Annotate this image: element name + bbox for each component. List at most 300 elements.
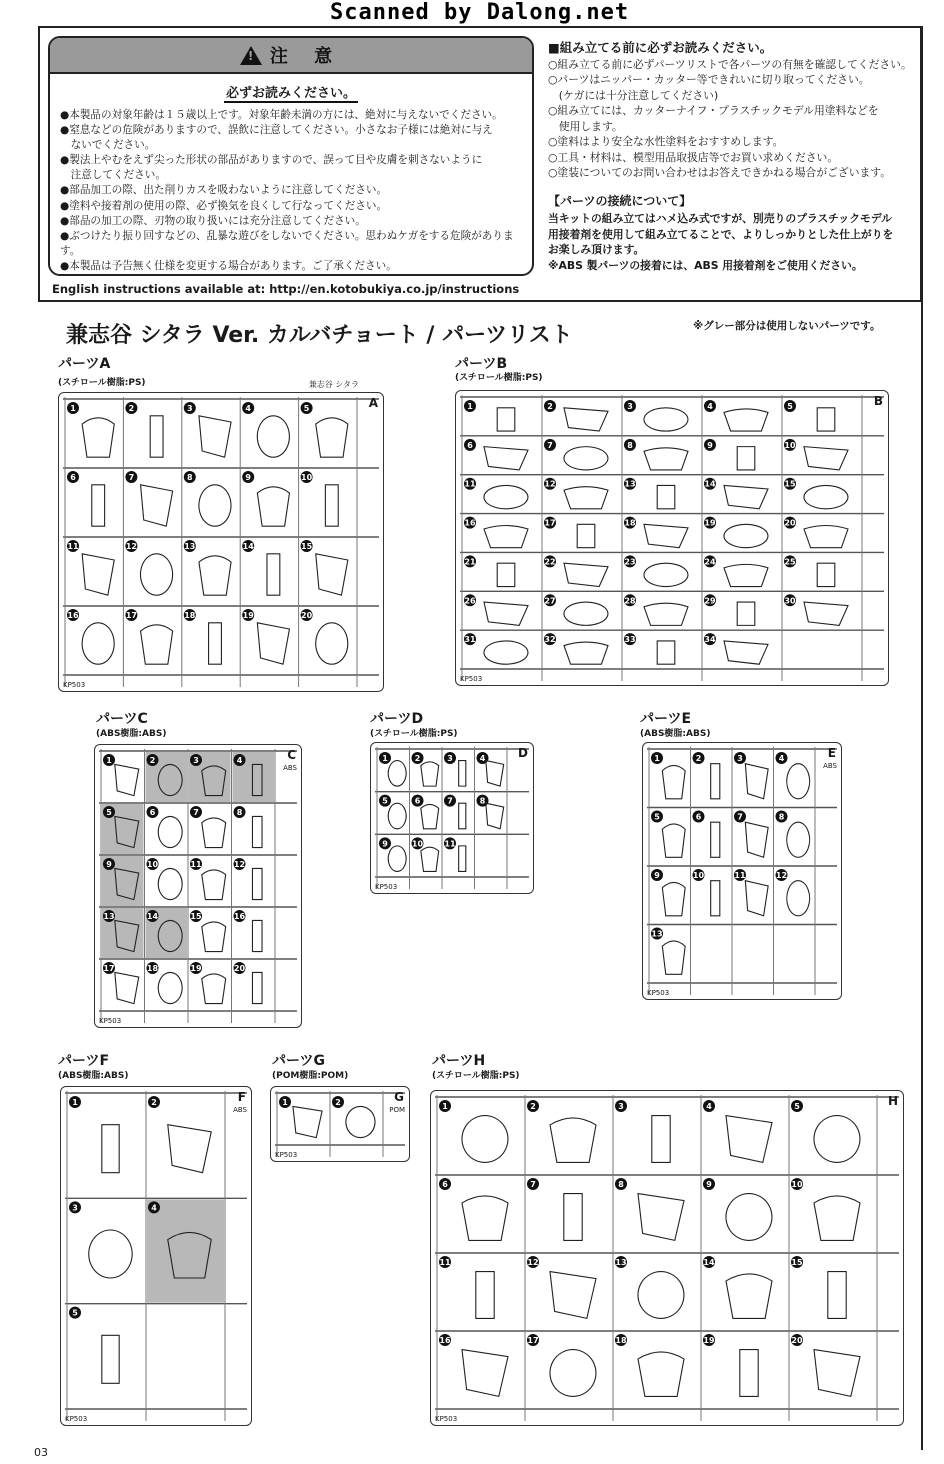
part-number: 20 <box>784 518 796 528</box>
part-shape <box>550 1350 596 1397</box>
part-number: 12 <box>544 479 556 489</box>
part-number: 14 <box>242 542 254 551</box>
part-number: 4 <box>778 754 785 763</box>
caution-item: ●本製品の対象年齢は１５歳以上です。対象年齢未満の方には、絶対に与えないでください。 <box>60 109 503 121</box>
part-shape <box>82 418 114 457</box>
runner-c-material: (ABS樹脂:ABS) <box>96 729 167 739</box>
part-number: 13 <box>651 929 663 939</box>
part-shape <box>462 1116 508 1163</box>
part-shape <box>102 1335 119 1383</box>
part-number: 14 <box>146 912 159 921</box>
part-number: 3 <box>618 1102 624 1111</box>
assembly-note: ○塗料はより安全な水性塗料をおすすめします。 <box>548 135 784 148</box>
runner-d-label: パーツD <box>370 711 424 727</box>
part-number: 8 <box>627 440 633 450</box>
assembly-note: ○塗装についてのお問い合わせはお答えできかねる場合がございます。 <box>548 166 892 179</box>
scan-credit: Scanned by Dalong.net <box>330 0 630 25</box>
part-shape <box>484 641 528 664</box>
runner-code: KP503 <box>99 1017 122 1025</box>
part-shape <box>257 623 289 664</box>
part-number: 18 <box>184 611 196 620</box>
part-shape <box>828 1272 846 1319</box>
part-shape <box>484 447 528 470</box>
caution-item: ●塗料や接着剤の使用の際、必ず換気を良くして行なってください。 <box>60 199 388 212</box>
part-shape <box>550 1118 596 1162</box>
part-number: 7 <box>193 808 199 817</box>
part-number: 31 <box>464 635 476 645</box>
part-shape <box>462 1196 508 1240</box>
part-shape <box>115 764 139 795</box>
part-number: 11 <box>439 1258 451 1267</box>
runner-a-material: (スチロール樹脂:PS) <box>58 378 146 388</box>
part-number: 6 <box>442 1180 448 1189</box>
part-shape <box>459 846 466 872</box>
part-number: 7 <box>447 796 453 806</box>
part-shape <box>745 881 768 916</box>
part-number: 13 <box>615 1258 627 1267</box>
part-number: 5 <box>72 1308 78 1318</box>
part-shape <box>252 972 262 1003</box>
part-shape <box>724 409 768 431</box>
part-shape <box>644 408 688 431</box>
runner-c-drawing <box>95 745 301 1027</box>
part-shape <box>814 1196 860 1240</box>
part-shape <box>82 623 114 664</box>
runner-letter: A <box>368 396 378 410</box>
part-shape <box>202 818 226 848</box>
part-shape <box>252 920 262 951</box>
runner-code: KP503 <box>435 1415 458 1423</box>
runner-h-label: パーツH <box>432 1053 486 1069</box>
part-shape <box>726 1116 772 1163</box>
part-shape <box>724 485 768 508</box>
part-number: 11 <box>464 479 476 489</box>
part-shape <box>711 881 720 916</box>
runner-h <box>430 1090 904 1426</box>
part-number: 3 <box>72 1203 78 1213</box>
part-shape <box>564 487 608 509</box>
part-shape <box>497 408 515 431</box>
part-number: 5 <box>654 812 660 822</box>
caution-title: 注 意 <box>269 46 343 67</box>
part-number: 21 <box>464 557 476 567</box>
part-number: 19 <box>242 611 254 620</box>
part-shape <box>388 761 406 787</box>
part-shape <box>484 526 528 548</box>
runner-h-material: (スチロール樹脂:PS) <box>432 1071 520 1081</box>
part-number: 7 <box>737 812 743 822</box>
part-number: 32 <box>544 635 556 645</box>
part-number: 10 <box>784 440 796 450</box>
part-number: 26 <box>464 596 476 606</box>
part-number: 2 <box>695 754 702 763</box>
caution-item: ●部品加工の際、出た削りカスを吸わないように注意してください。 <box>60 184 388 197</box>
caution-item: ●本製品は予告無く仕様を変更する場合があります。ご了承ください。 <box>60 259 397 272</box>
material-tag: POM <box>389 1106 405 1114</box>
runner-letter: C <box>287 748 296 762</box>
assembly-note: ○工具・材料は、模型用品取扱店等でお買い求めください。 <box>548 150 839 164</box>
runner-g-drawing <box>271 1087 409 1161</box>
runner-letter: B <box>873 394 883 408</box>
caution-subtitle: 必ずお読みください。 <box>225 86 356 101</box>
runner-d-material: (スチロール樹脂:PS) <box>370 729 458 739</box>
part-shape <box>115 972 139 1003</box>
part-shape <box>564 447 608 470</box>
part-number: 10 <box>411 839 424 849</box>
part-number: 17 <box>125 611 137 620</box>
page-border-right <box>921 26 923 1450</box>
part-shape <box>202 974 226 1004</box>
part-shape <box>462 1350 508 1397</box>
part-number: 11 <box>734 871 746 880</box>
part-shape <box>638 1194 684 1241</box>
part-number: 9 <box>706 1180 712 1189</box>
part-shape <box>476 1272 494 1319</box>
part-number: 7 <box>530 1180 536 1189</box>
part-shape <box>484 602 528 625</box>
runner-f-drawing <box>61 1087 251 1425</box>
part-shape <box>814 1116 860 1163</box>
runner-g <box>270 1086 410 1162</box>
part-number: 30 <box>784 596 796 606</box>
part-number: 24 <box>704 557 716 567</box>
part-shape <box>82 554 114 595</box>
part-number: 6 <box>70 473 76 482</box>
part-number: 3 <box>187 404 193 413</box>
part-shape <box>202 922 226 952</box>
part-number: 15 <box>301 542 313 551</box>
part-shape <box>804 485 848 508</box>
part-number: 2 <box>128 404 135 413</box>
part-number: 10 <box>301 473 313 482</box>
runner-letter: E <box>827 746 836 760</box>
part-shape <box>141 485 173 526</box>
parts-list-title: 兼志谷 シタラ Ver. カルバチョート / パーツリスト <box>66 323 573 348</box>
part-number: 19 <box>190 964 202 973</box>
part-shape <box>388 846 406 872</box>
part-shape <box>737 447 755 470</box>
part-shape <box>787 881 810 916</box>
runner-b-material: (スチロール樹脂:PS) <box>455 373 543 383</box>
part-number: 29 <box>704 596 716 606</box>
part-number: 18 <box>146 964 159 973</box>
part-shape <box>711 822 720 857</box>
part-number: 9 <box>654 871 660 880</box>
part-shape <box>662 882 685 915</box>
runner-a-label: パーツA <box>58 356 111 372</box>
part-number: 5 <box>106 808 112 817</box>
part-number: 1 <box>382 754 388 763</box>
connection-title: 【パーツの接続について】 <box>548 193 692 208</box>
part-shape <box>346 1106 375 1137</box>
part-number: 15 <box>190 912 202 921</box>
part-shape <box>102 1125 119 1173</box>
part-number: 5 <box>787 402 793 411</box>
part-number: 13 <box>624 479 636 489</box>
caution-item: ●部品の加工の際、刃物の取り扱いには充分注意してください。 <box>60 214 366 227</box>
runner-e-drawing <box>643 743 841 999</box>
runner-letter: H <box>887 1094 898 1108</box>
part-number: 4 <box>706 1102 712 1111</box>
part-number: 34 <box>704 635 716 645</box>
part-shape <box>726 1274 772 1318</box>
part-number: 1 <box>654 754 660 763</box>
part-number: 12 <box>233 860 246 869</box>
part-number: 4 <box>236 756 243 765</box>
part-shape <box>388 803 406 829</box>
part-number: 12 <box>775 871 788 880</box>
part-shape <box>316 554 348 595</box>
part-number: 15 <box>784 479 796 489</box>
part-shape <box>252 816 262 847</box>
caution-box <box>48 36 534 276</box>
part-number: 16 <box>464 518 476 528</box>
runner-b-label: パーツB <box>455 356 508 372</box>
connection-line: 当キットの組み立てはハメ込み式ですが、別売りのプラスチックモデル <box>548 212 892 225</box>
part-number: 9 <box>707 440 713 450</box>
part-number: 6 <box>695 812 702 822</box>
assembly-note: ○組み立てには、カッターナイフ・プラスチックモデル用塗料などを <box>548 104 879 117</box>
part-shape <box>724 524 768 547</box>
part-shape <box>459 761 466 787</box>
part-number: 4 <box>151 1203 157 1213</box>
part-number: 13 <box>184 542 196 551</box>
part-shape <box>644 603 688 625</box>
part-shape <box>486 803 504 829</box>
part-shape <box>804 447 848 470</box>
part-number: 23 <box>624 557 636 567</box>
part-number: 33 <box>624 635 636 645</box>
part-number: 1 <box>70 404 76 413</box>
part-shape <box>564 642 608 664</box>
part-shape <box>158 816 182 847</box>
part-shape <box>564 408 608 431</box>
part-shape <box>497 563 515 586</box>
part-number: 17 <box>103 964 115 973</box>
part-number: 12 <box>527 1258 539 1267</box>
connection-line: 用接着剤を使用して組み立てることで、よりしっかりとした仕上がりを <box>548 227 894 241</box>
part-shape <box>209 623 222 664</box>
part-shape <box>724 564 768 586</box>
part-shape <box>644 524 688 547</box>
part-shape <box>459 803 466 829</box>
caution-item: ●製法上やむをえず尖った形状の部品がありますので、誤って目や皮膚を刺さないように 注意してください。 <box>60 154 483 182</box>
part-shape <box>638 1352 684 1396</box>
caution-item: ●窒息などの危険がありますので、誤飲に注意してください。小さなお子様には絶対に与え ないでください。 <box>60 124 493 152</box>
part-shape <box>787 822 810 857</box>
part-shape <box>662 824 685 857</box>
part-number: 9 <box>245 473 251 482</box>
runner-code: KP503 <box>63 681 86 689</box>
part-shape <box>737 602 755 625</box>
part-number: 9 <box>106 860 112 869</box>
part-shape <box>564 1194 582 1241</box>
gray-parts-note: ※グレー部分は使用しないパーツです。 <box>693 320 881 332</box>
part-number: 8 <box>236 808 243 817</box>
part-number: 8 <box>618 1180 624 1189</box>
part-number: 6 <box>149 808 156 817</box>
part-shape <box>652 1116 670 1163</box>
part-number: 1 <box>282 1098 288 1107</box>
part-number: 16 <box>439 1336 451 1345</box>
part-shape <box>316 623 348 664</box>
part-shape <box>787 764 810 799</box>
part-number: 6 <box>414 796 421 806</box>
part-number: 4 <box>707 402 713 411</box>
part-shape <box>817 408 835 431</box>
part-shape <box>711 764 720 799</box>
part-shape <box>726 1194 772 1241</box>
part-number: 27 <box>544 596 556 606</box>
part-number: 19 <box>704 518 716 528</box>
runner-e-material: (ABS樹脂:ABS) <box>640 729 711 739</box>
runner-code: KP503 <box>65 1415 88 1423</box>
runner-letter: D <box>518 746 528 760</box>
part-shape <box>252 868 262 899</box>
assembly-notes-title: ■組み立てる前に必ずお読みください。 <box>548 40 773 55</box>
runner-code: KP503 <box>647 989 670 997</box>
part-shape <box>740 1350 758 1397</box>
runner-c-label: パーツC <box>96 711 148 727</box>
part-number: 1 <box>72 1098 78 1107</box>
runner-code: KP503 <box>460 675 483 683</box>
part-number: 1 <box>106 756 112 765</box>
part-number: 7 <box>128 473 135 482</box>
part-number: 10 <box>146 860 159 869</box>
part-number: 8 <box>479 796 486 806</box>
part-number: 7 <box>547 440 553 450</box>
assembly-note: (ケガには十分注意してください) <box>548 88 719 102</box>
part-shape <box>158 868 182 899</box>
part-number: 17 <box>544 518 556 528</box>
material-tag: ABS <box>233 1106 247 1114</box>
part-number: 3 <box>447 754 453 763</box>
part-shape <box>92 485 105 526</box>
part-number: 2 <box>335 1098 341 1107</box>
part-number: 5 <box>382 796 388 806</box>
part-number: 25 <box>784 557 796 567</box>
part-number: 1 <box>442 1102 448 1111</box>
assembly-note: ○組み立てる前に必ずパーツリストで各パーツの有無を確認してください。 <box>548 57 912 71</box>
part-number: 20 <box>233 964 246 973</box>
runner-b <box>455 390 889 686</box>
part-number: 2 <box>414 754 421 763</box>
runner-b-drawing <box>456 391 888 685</box>
part-shape <box>316 418 348 457</box>
runner-e-label: パーツE <box>640 711 692 727</box>
part-number: 3 <box>193 756 199 765</box>
part-shape <box>150 416 163 457</box>
part-number: 16 <box>233 912 246 921</box>
caution-list <box>60 108 526 274</box>
part-shape <box>267 554 280 595</box>
runner-d <box>370 742 534 894</box>
part-number: 16 <box>67 611 79 620</box>
part-shape <box>564 602 608 625</box>
connection-body <box>548 211 916 273</box>
part-shape <box>199 416 231 457</box>
part-shape <box>745 822 768 857</box>
part-number: 11 <box>444 839 456 849</box>
part-shape <box>199 485 231 526</box>
assembly-note: ○パーツはニッパー・カッター等できれいに切り取ってください。 <box>548 73 870 86</box>
runner-h-drawing <box>431 1091 903 1425</box>
part-shape <box>638 1272 684 1319</box>
part-number: 13 <box>103 912 115 921</box>
part-shape <box>745 764 768 799</box>
connection-line: お楽しみ頂けます。 <box>548 243 645 256</box>
runner-letter: F <box>237 1090 246 1104</box>
part-shape <box>141 625 173 664</box>
english-instructions-link[interactable]: English instructions available at: http://en.kotobukiya.co.jp/instructions <box>52 282 520 296</box>
part-shape <box>257 487 289 526</box>
part-shape <box>662 765 685 798</box>
part-shape <box>804 602 848 625</box>
part-number: 20 <box>791 1336 803 1345</box>
warning-icon: ! <box>240 46 262 65</box>
runner-g-material: (POM樹脂:POM) <box>272 1071 349 1081</box>
material-tag: ABS <box>823 762 837 770</box>
part-number: 3 <box>737 754 743 763</box>
caution-item: ●ぶつけたり振り回すなどの、乱暴な遊びをしないでください。思わぬケガをする危険があります。 <box>60 229 514 257</box>
part-shape <box>550 1272 596 1319</box>
part-shape <box>89 1230 132 1278</box>
part-number: 17 <box>527 1336 539 1345</box>
part-number: 9 <box>382 839 388 849</box>
runner-c <box>94 744 302 1028</box>
part-number: 2 <box>149 756 156 765</box>
part-shape <box>657 485 675 508</box>
part-shape <box>644 563 688 586</box>
part-shape <box>564 563 608 586</box>
part-shape <box>484 485 528 508</box>
part-shape <box>577 524 595 547</box>
part-shape <box>486 761 504 787</box>
part-number: 2 <box>547 402 553 411</box>
caution-header <box>50 38 532 74</box>
part-number: 28 <box>624 596 636 606</box>
part-number: 14 <box>704 479 716 489</box>
part-number: 18 <box>615 1336 627 1345</box>
part-shape <box>662 941 685 974</box>
part-shape <box>140 554 172 595</box>
unused-part-shade <box>147 1199 224 1302</box>
part-number: 4 <box>479 754 486 763</box>
part-number: 11 <box>190 860 202 869</box>
part-number: 15 <box>791 1258 803 1267</box>
part-number: 20 <box>301 611 313 620</box>
runner-d-drawing <box>371 743 533 893</box>
part-number: 8 <box>187 473 193 482</box>
part-number: 14 <box>703 1258 715 1267</box>
part-number: 10 <box>791 1180 803 1189</box>
part-shape <box>199 556 231 595</box>
part-shape <box>325 485 338 526</box>
part-shape <box>158 972 182 1003</box>
part-shape <box>202 870 226 900</box>
assembly-notes <box>548 40 916 273</box>
part-number: 8 <box>778 812 785 822</box>
runner-header-text: 兼志谷 シタラ <box>308 380 359 389</box>
part-shape <box>293 1106 322 1137</box>
page-number: 03 <box>34 1446 48 1459</box>
part-number: 6 <box>467 440 473 450</box>
assembly-note: 使用します。 <box>548 119 623 133</box>
part-number: 2 <box>151 1098 157 1107</box>
part-shape <box>814 1350 860 1397</box>
part-number: 1 <box>467 402 473 411</box>
runner-e <box>642 742 842 1000</box>
